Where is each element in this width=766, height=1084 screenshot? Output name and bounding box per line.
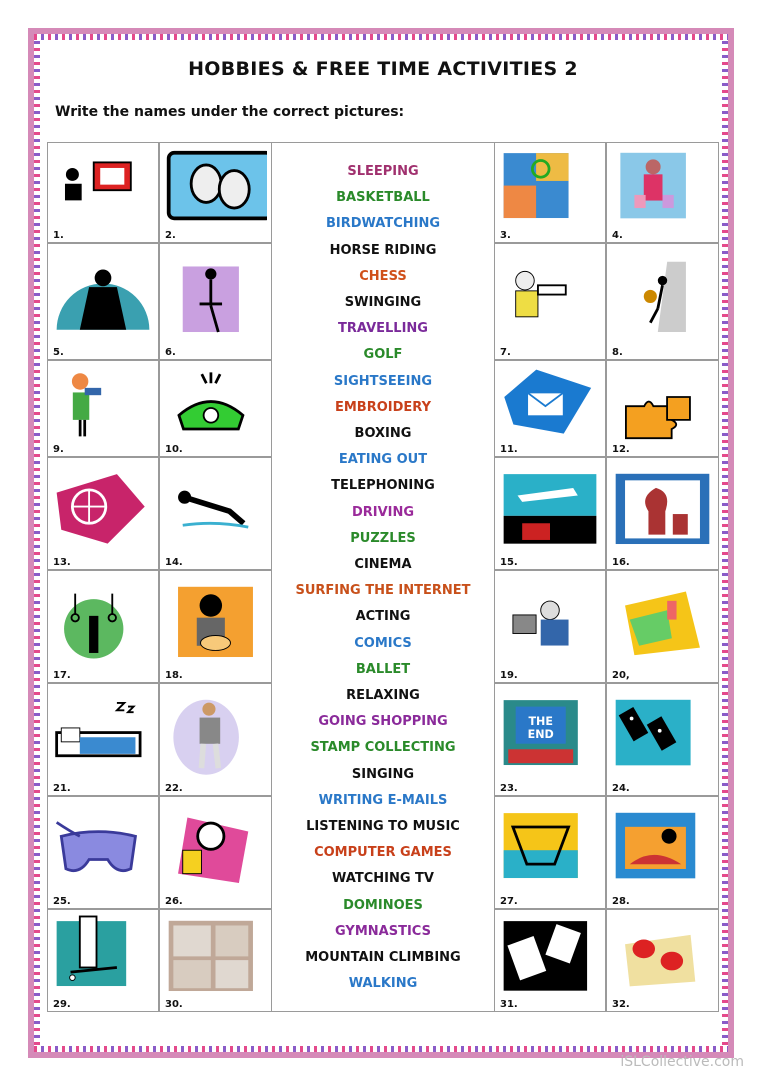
picture-cell: [159, 570, 272, 683]
footer-watermark: iSLCollective.com: [620, 1054, 744, 1070]
picture-cell: [494, 142, 606, 243]
word-item: GOING SHOPPING: [318, 714, 448, 730]
envelope-email-icon: [499, 365, 601, 440]
word-item: STAMP COLLECTING: [310, 740, 456, 756]
basketball-hoop-icon: [499, 801, 601, 892]
driving-car-icon: [611, 801, 714, 892]
word-item: LISTENING TO MUSIC: [306, 819, 460, 834]
word-item: EMBROIDERY: [334, 399, 431, 415]
picture-number: 2.: [165, 230, 176, 241]
picture-cell: [47, 142, 159, 243]
word-item: CHESS: [359, 268, 407, 284]
picture-number: 23.: [500, 783, 518, 794]
word-item: COMPUTER GAMES: [314, 845, 452, 861]
picture-number: 4.: [612, 230, 623, 241]
ballerina-icon: [164, 248, 267, 343]
gymnast-rings-icon: [52, 575, 154, 666]
picture-number: 27.: [500, 896, 518, 907]
picture-cell: [606, 360, 719, 457]
comics-reader-icon: [164, 801, 267, 892]
word-item: BIRDWATCHING: [325, 216, 441, 232]
picture-cell: [606, 243, 719, 360]
picture-cell: [606, 683, 719, 796]
picture-number: 21.: [53, 783, 71, 794]
picture-number: 19.: [500, 670, 518, 681]
picture-number: 15.: [500, 557, 518, 568]
telephone-icon: [164, 365, 267, 440]
birdwatcher-icon: [52, 365, 154, 440]
word-item: CINEMA: [354, 557, 412, 572]
word-item: BASKETBALL: [336, 190, 430, 206]
word-item: PUZZLES: [350, 530, 416, 546]
sleeping-bed-icon: [52, 688, 154, 779]
word-item: SWINGING: [344, 295, 422, 310]
listening-music-icon: [499, 575, 601, 666]
stamps-icon: [499, 914, 601, 995]
picture-number: 14.: [165, 557, 183, 568]
internet-globe-icon: [52, 462, 154, 553]
picture-number: 31.: [500, 999, 518, 1010]
picture-number: 5.: [53, 347, 64, 358]
picture-number: 12.: [612, 444, 630, 455]
word-item: SURFING THE INTERNET: [295, 583, 471, 599]
picture-number: 32.: [612, 999, 630, 1010]
game-controller-icon: [52, 801, 154, 892]
instruction-text: Write the names under the correct pictures:: [55, 104, 405, 120]
word-item: DRIVING: [351, 504, 415, 520]
picture-cell: [159, 457, 272, 570]
word-item: GYMNASTICS: [335, 923, 431, 939]
picture-cell: [159, 360, 272, 457]
picture-number: 10.: [165, 444, 183, 455]
picture-cell: [159, 796, 272, 909]
singing-man-icon: [52, 248, 154, 343]
picture-cell: [494, 796, 606, 909]
picture-number: 11.: [500, 444, 518, 455]
boxing-gloves-icon: [611, 914, 714, 995]
picture-cell: [606, 909, 719, 1012]
picture-cell: [606, 570, 719, 683]
shopping-woman-icon: [611, 147, 714, 226]
eating-out-icon: [611, 575, 714, 666]
picture-cell: [606, 796, 719, 909]
word-item: WRITING E-MAILS: [318, 792, 448, 808]
picture-cell: [159, 683, 272, 796]
picture-cell: [494, 243, 606, 360]
picture-number: 16.: [612, 557, 630, 568]
tourist-binoculars-icon: [499, 248, 601, 343]
picture-number: 8.: [612, 347, 623, 358]
word-item: BALLET: [355, 661, 411, 677]
picture-number: 29.: [53, 999, 71, 1010]
picture-cell: [47, 570, 159, 683]
word-item: MOUNTAIN CLIMBING: [305, 950, 461, 965]
word-item: SLEEPING: [347, 164, 419, 179]
picture-number: 25.: [53, 896, 71, 907]
picture-cell: [159, 142, 272, 243]
picture-number: 24.: [612, 783, 630, 794]
relaxing-person-icon: [164, 462, 267, 553]
word-item: GOLF: [363, 347, 403, 363]
travel-plane-icon: [499, 462, 601, 553]
picture-number: 7.: [500, 347, 511, 358]
picture-cell: [47, 796, 159, 909]
theatre-masks-icon: [164, 147, 267, 226]
word-item: BOXING: [354, 426, 412, 441]
word-item: TRAVELLING: [338, 321, 428, 337]
picture-cell: [47, 360, 159, 457]
word-item: RELAXING: [346, 688, 420, 703]
picture-number: 6.: [165, 347, 176, 358]
picture-cell: [494, 909, 606, 1012]
puzzle-pieces-icon: [611, 365, 714, 440]
page-title: HOBBIES & FREE TIME ACTIVITIES 2: [188, 58, 578, 80]
picture-cell: [47, 457, 159, 570]
word-item: DOMINOES: [343, 897, 423, 913]
swing-playground-icon: [499, 147, 601, 226]
picture-number: 18.: [165, 670, 183, 681]
picture-cell: [606, 457, 719, 570]
word-item: EATING OUT: [338, 452, 428, 468]
picture-cell: [47, 243, 159, 360]
picture-number: 22.: [165, 783, 183, 794]
horse-riding-icon: [164, 914, 267, 995]
picture-cell: [47, 683, 159, 796]
cinema-the-end-icon: [499, 688, 601, 779]
picture-number: 26.: [165, 896, 183, 907]
svg-text:END: END: [527, 728, 554, 742]
word-item: TELEPHONING: [331, 478, 435, 494]
picture-cell: [159, 243, 272, 360]
old-man-walking-icon: [164, 688, 267, 779]
picture-number: 17.: [53, 670, 71, 681]
picture-cell: [494, 360, 606, 457]
picture-number: 30.: [165, 999, 183, 1010]
svg-text:THE: THE: [528, 715, 553, 729]
watching-tv-icon: [52, 147, 154, 226]
word-item: WATCHING TV: [332, 871, 434, 887]
picture-number: 28.: [612, 896, 630, 907]
word-item: ACTING: [355, 609, 411, 625]
picture-cell: [494, 457, 606, 570]
golf-icon: [52, 914, 154, 995]
climber-icon: [611, 248, 714, 343]
picture-number: 1.: [53, 230, 64, 241]
picture-cell: [47, 909, 159, 1012]
word-item: HORSE RIDING: [329, 242, 437, 258]
chess-pieces-icon: [611, 462, 714, 553]
picture-number: 20,: [612, 670, 630, 681]
word-item: SINGING: [351, 766, 415, 782]
picture-cell: [606, 142, 719, 243]
word-item: WALKING: [348, 976, 418, 992]
word-item: SIGHTSEEING: [333, 373, 433, 389]
picture-number: 3.: [500, 230, 511, 241]
picture-number: 9.: [53, 444, 64, 455]
picture-cell: [494, 570, 606, 683]
embroidery-boy-icon: [164, 575, 267, 666]
picture-cell: [494, 683, 606, 796]
word-item: COMICS: [354, 635, 412, 651]
picture-number: 13.: [53, 557, 71, 568]
picture-cell: [159, 909, 272, 1012]
dominoes-icon: [611, 688, 714, 779]
